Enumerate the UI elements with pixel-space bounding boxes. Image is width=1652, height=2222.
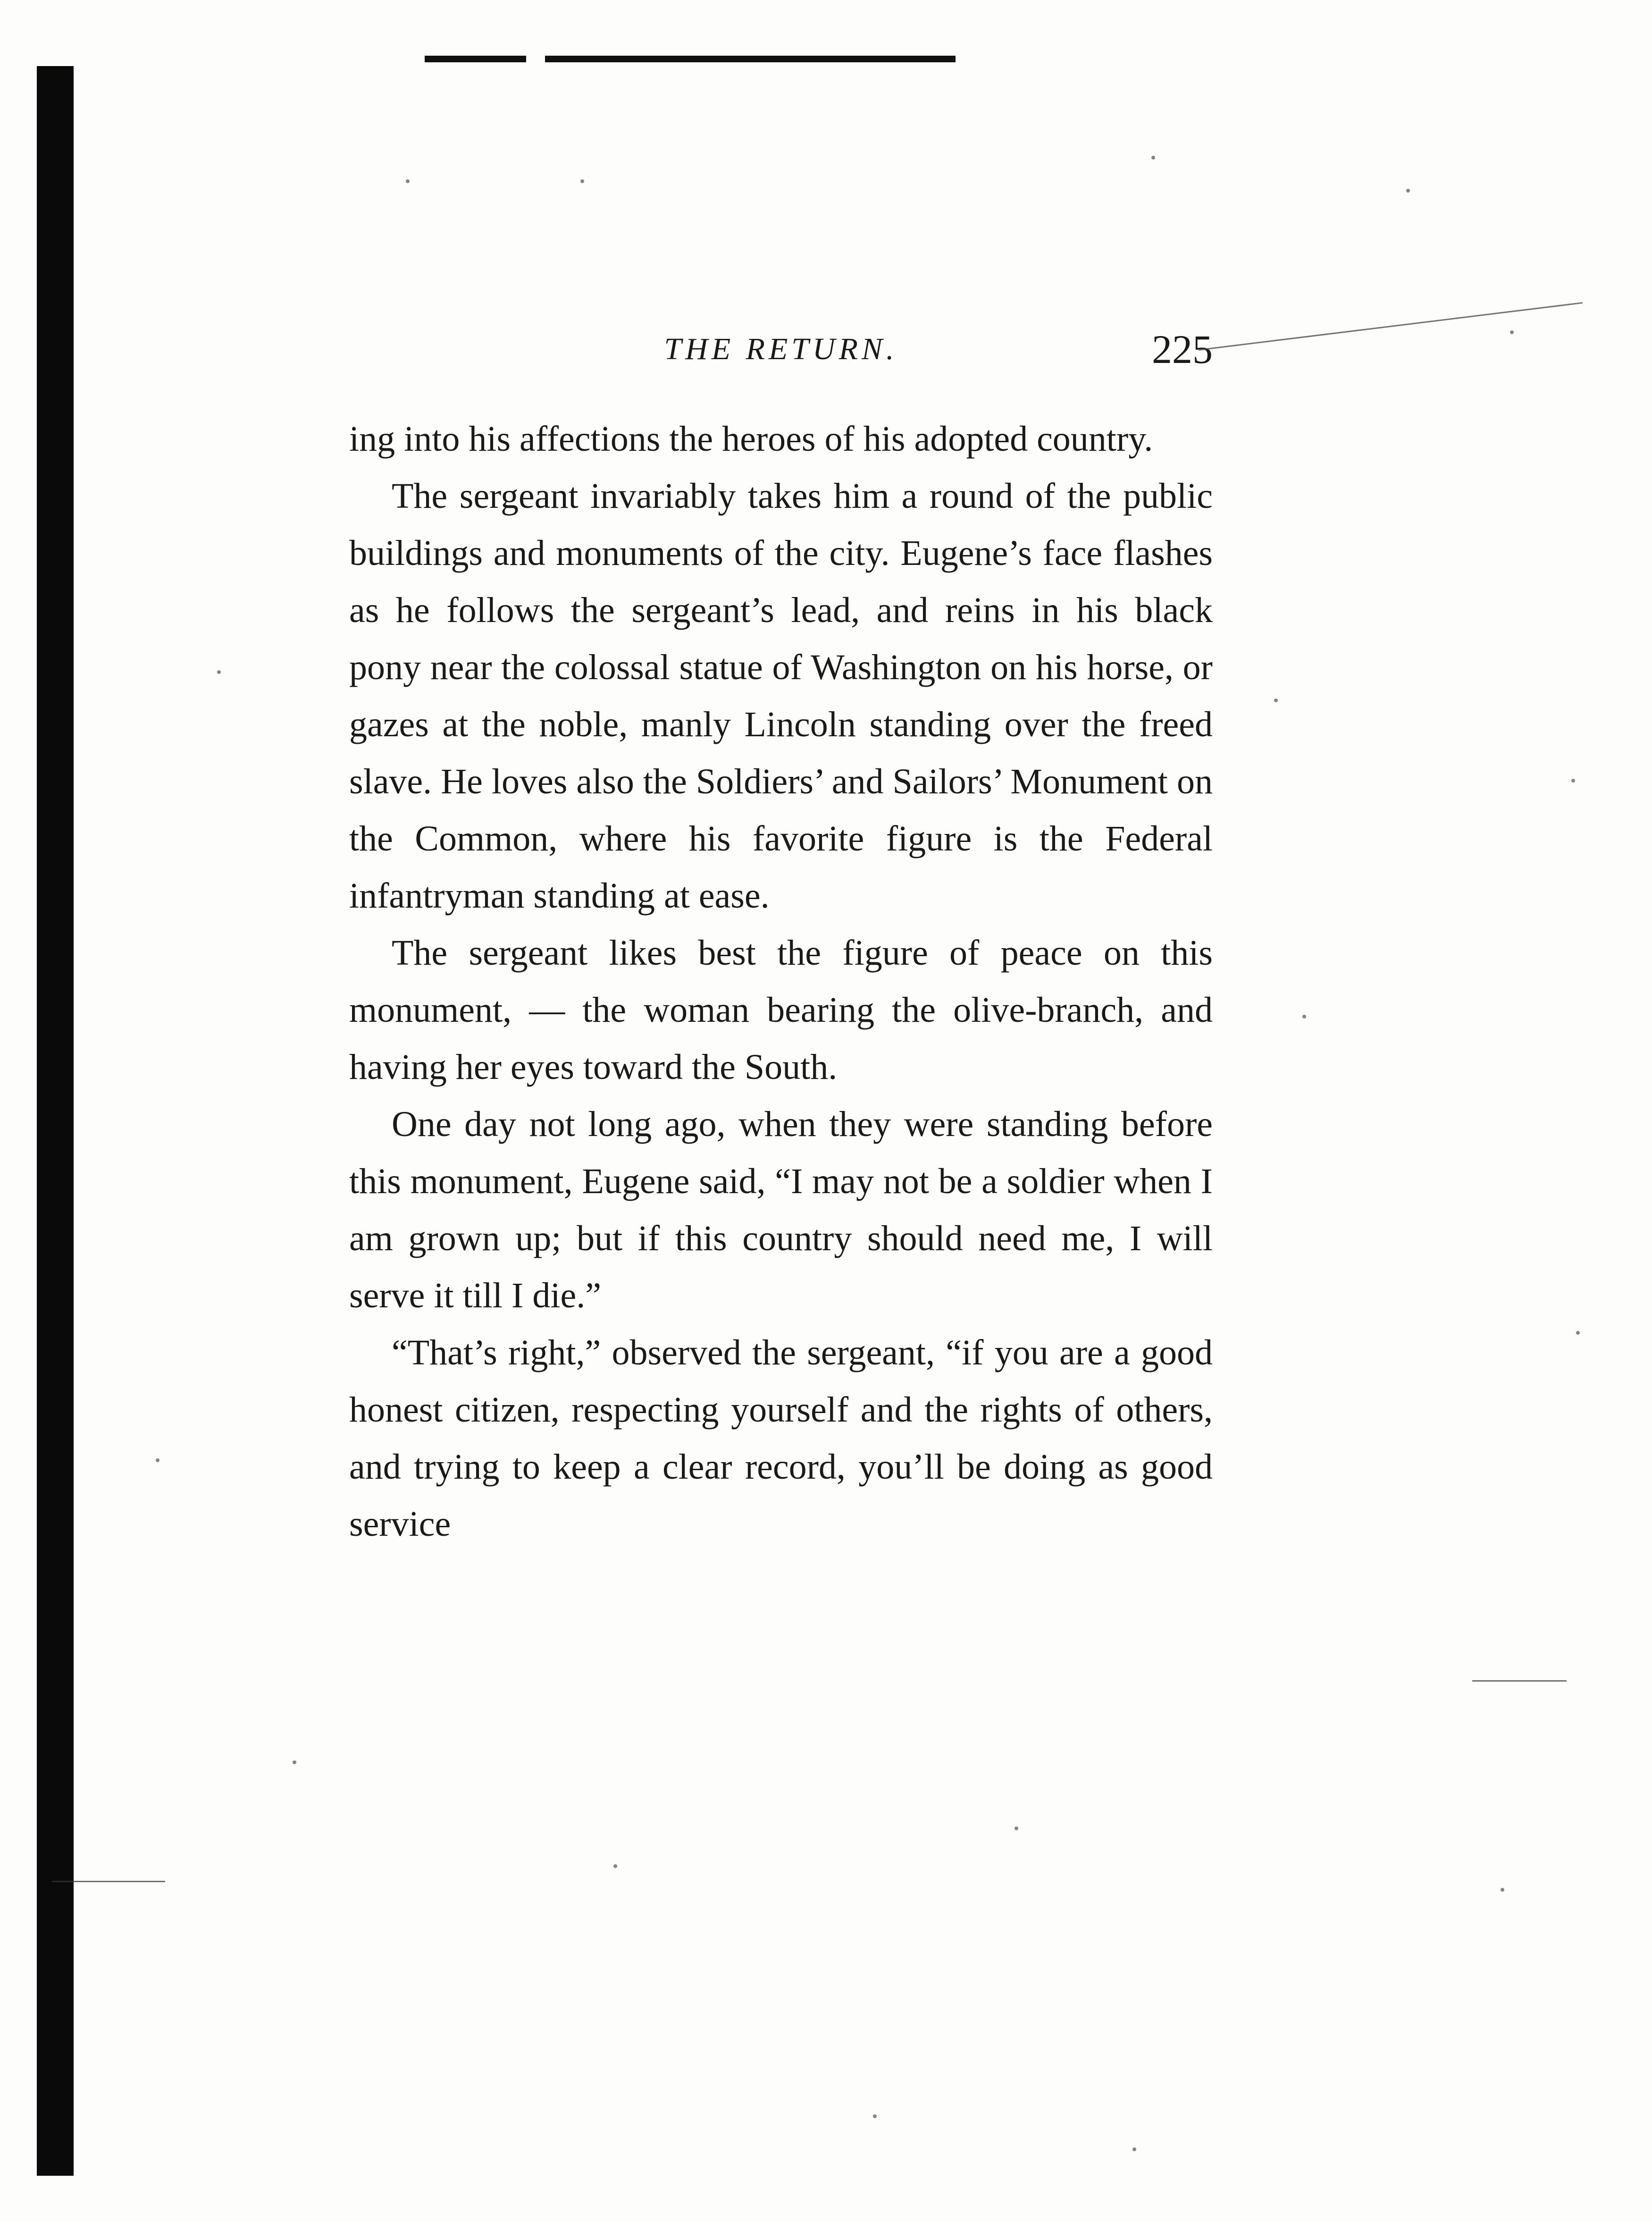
paragraph: The sergeant invariably takes him a round of the public buildings and monuments of the city. Eugene’s face flashes as he follows the sergeant’s lead, and reins in his black pony near the colossal statue of Washington on his horse, or gazes at the noble, manly Lincoln standing over the freed slave. He loves also the Soldiers’ and Sailors’ Monument on the Common, where his favorite figure is the Federal infantryman standing at ease. bbox=[349, 476, 1213, 916]
scan-speck bbox=[1571, 779, 1575, 783]
scan-speck bbox=[1501, 1888, 1504, 1892]
scan-speck bbox=[1576, 1331, 1580, 1335]
paragraph: The sergeant likes best the figure of peace on this monument, — the woman bearing the olive-branch, and having her eyes toward the South. bbox=[349, 933, 1213, 1087]
scan-speck bbox=[293, 1760, 296, 1764]
scan-speck bbox=[1132, 2147, 1136, 2151]
scan-speck bbox=[873, 2114, 877, 2118]
scan-speck bbox=[580, 179, 584, 183]
top-rule-long bbox=[545, 56, 956, 62]
scan-speck bbox=[1151, 156, 1155, 160]
scan-speck bbox=[217, 670, 221, 674]
paragraph: ing into his affections the heroes of his adopted country. bbox=[349, 419, 1153, 459]
page-header bbox=[349, 321, 1213, 382]
margin-mark bbox=[52, 1881, 165, 1882]
page-number: 225 bbox=[1152, 327, 1213, 372]
scan-speck bbox=[406, 179, 410, 183]
scan-speck bbox=[1406, 189, 1410, 193]
binding-shadow bbox=[37, 66, 74, 2176]
margin-mark bbox=[1472, 1680, 1567, 1682]
pencil-mark bbox=[1199, 302, 1583, 351]
paragraph: One day not long ago, when they were standing before this monument, Eugene said, “I may not be a soldier when I am grown up; but if this country should need me, I will serve it till I die.” bbox=[349, 1104, 1213, 1315]
top-rule-short bbox=[425, 56, 526, 62]
paragraph: “That’s right,” observed the sergeant, “if you are a good honest citizen, respecting yourself and the rights of others, and trying to keep a clear record, you’ll be doing as good service bbox=[349, 1333, 1213, 1544]
running-title: THE RETURN. bbox=[664, 332, 898, 366]
scan-speck bbox=[1015, 1826, 1018, 1830]
scan-speck bbox=[1274, 699, 1278, 702]
scan-speck bbox=[1302, 1015, 1306, 1018]
scan-speck bbox=[1510, 330, 1514, 334]
body-text bbox=[349, 411, 1213, 1553]
scan-speck bbox=[613, 1864, 617, 1868]
scan-speck bbox=[156, 1458, 159, 1462]
